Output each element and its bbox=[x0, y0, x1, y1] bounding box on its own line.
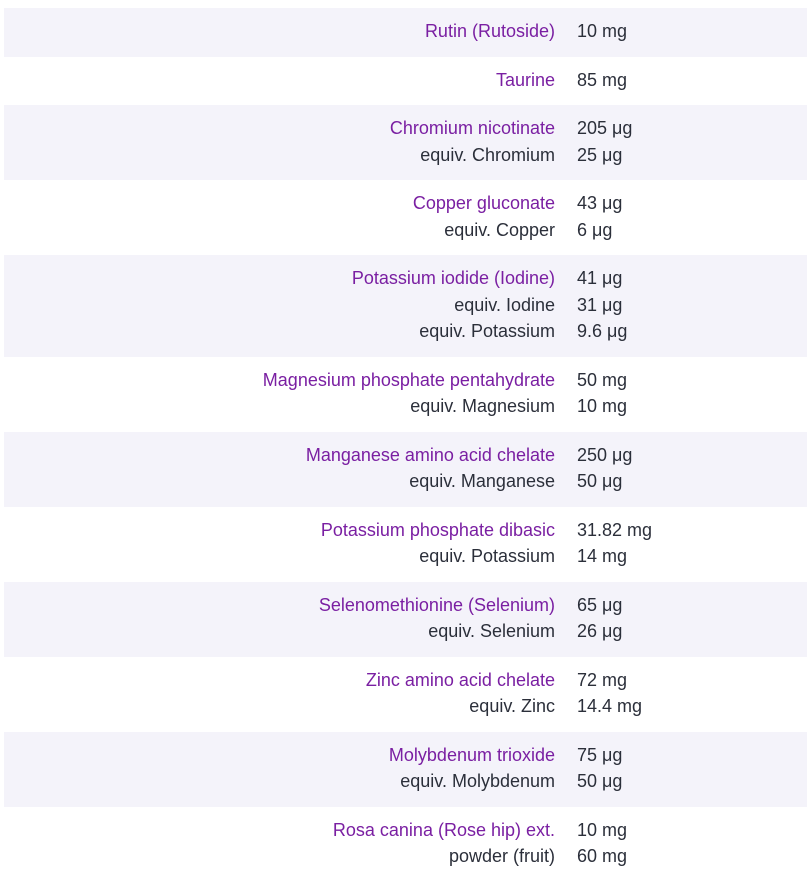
ingredient-name-column bbox=[4, 592, 555, 645]
ingredient-amount: 10 mg bbox=[577, 21, 628, 41]
equivalent-label: equiv. Magnesium bbox=[410, 396, 555, 416]
ingredient-name: Rosa canina (Rose hip) ext. bbox=[332, 819, 555, 840]
ingredient-amount: 250 μg bbox=[577, 444, 633, 465]
ingredient-name-column bbox=[4, 115, 555, 168]
ingredient-row bbox=[4, 582, 807, 657]
equivalent-label: equiv. Selenium bbox=[428, 621, 555, 641]
equivalent-label: equiv. Zinc bbox=[469, 696, 555, 716]
ingredient-amount-column bbox=[555, 742, 622, 795]
ingredient-name-column bbox=[4, 442, 555, 495]
ingredient-row bbox=[4, 507, 807, 582]
ingredient-amount: 85 mg bbox=[577, 69, 628, 90]
equivalent-label: equiv. Molybdenum bbox=[400, 771, 555, 791]
ingredient-name: Selenomethionine (Selenium) bbox=[318, 594, 555, 615]
ingredient-amount: 65 μg bbox=[577, 594, 623, 615]
equivalent-amount: 60 mg bbox=[577, 846, 628, 866]
ingredient-amount-column bbox=[555, 18, 627, 45]
ingredient-name-column bbox=[4, 517, 555, 570]
equivalent-amount: 10 mg bbox=[577, 396, 628, 416]
equivalent-amount: 6 μg bbox=[577, 219, 613, 240]
ingredient-row bbox=[4, 57, 807, 106]
ingredient-amount-column bbox=[555, 667, 642, 720]
ingredient-name: Copper gluconate bbox=[412, 193, 555, 213]
ingredient-name: Potassium phosphate dibasic bbox=[320, 519, 555, 540]
ingredient-row bbox=[4, 180, 807, 255]
equivalent-amount: 14.4 mg bbox=[577, 696, 643, 716]
ingredient-row bbox=[4, 807, 807, 882]
ingredient-name: Manganese amino acid chelate bbox=[305, 444, 555, 465]
ingredient-amount: 41 μg bbox=[577, 268, 623, 288]
equivalent-amount: 9.6 μg bbox=[577, 321, 628, 341]
ingredient-amount-column bbox=[555, 442, 632, 495]
equivalent-amount: 25 μg bbox=[577, 144, 623, 165]
ingredient-name-column bbox=[4, 190, 555, 243]
equivalent-amount: 31 μg bbox=[577, 294, 623, 315]
ingredient-name-column bbox=[4, 817, 555, 870]
ingredient-name: Molybdenum trioxide bbox=[388, 744, 555, 765]
ingredient-amount: 72 mg bbox=[577, 669, 628, 690]
ingredient-amount: 43 μg bbox=[577, 193, 623, 213]
ingredient-amount-column bbox=[555, 115, 632, 168]
ingredient-name-column bbox=[4, 265, 555, 345]
ingredient-name-column bbox=[4, 67, 555, 94]
ingredient-name: Potassium iodide (Iodine) bbox=[351, 268, 555, 288]
ingredient-name-column bbox=[4, 18, 555, 45]
equivalent-amount: 50 μg bbox=[577, 771, 623, 791]
ingredient-name-column bbox=[4, 667, 555, 720]
ingredient-amount: 50 mg bbox=[577, 369, 628, 390]
ingredient-name: Chromium nicotinate bbox=[389, 118, 555, 138]
ingredient-row bbox=[4, 732, 807, 807]
ingredient-name: Rutin (Rutoside) bbox=[424, 21, 555, 41]
equivalent-label: equiv. Iodine bbox=[454, 294, 555, 315]
ingredient-name-column bbox=[4, 367, 555, 420]
ingredient-row bbox=[4, 432, 807, 507]
equivalent-amount: 50 μg bbox=[577, 471, 623, 491]
ingredient-amount: 75 μg bbox=[577, 744, 623, 765]
equivalent-label: powder (fruit) bbox=[448, 846, 555, 866]
equivalent-label: equiv. Copper bbox=[444, 219, 555, 240]
ingredient-amount-column bbox=[555, 367, 627, 420]
ingredient-name: Magnesium phosphate pentahydrate bbox=[262, 369, 555, 390]
equivalent-label: equiv. Potassium bbox=[419, 321, 555, 341]
ingredient-amount-column bbox=[555, 265, 627, 345]
ingredient-amount: 205 μg bbox=[577, 118, 633, 138]
equivalent-label: equiv. Potassium bbox=[419, 546, 555, 566]
ingredient-amount-column bbox=[555, 817, 627, 870]
ingredient-row bbox=[4, 255, 807, 357]
ingredient-amount: 10 mg bbox=[577, 819, 628, 840]
equivalent-amount: 26 μg bbox=[577, 621, 623, 641]
equivalent-label: equiv. Manganese bbox=[409, 471, 555, 491]
equivalent-amount: 14 mg bbox=[577, 546, 628, 566]
ingredient-amount-column bbox=[555, 592, 622, 645]
ingredient-row bbox=[4, 8, 807, 57]
ingredients-table bbox=[4, 8, 807, 882]
ingredient-name: Zinc amino acid chelate bbox=[365, 669, 555, 690]
ingredient-amount-column bbox=[555, 67, 627, 94]
ingredient-row bbox=[4, 357, 807, 432]
equivalent-label: equiv. Chromium bbox=[420, 144, 555, 165]
ingredient-name-column bbox=[4, 742, 555, 795]
ingredient-row bbox=[4, 105, 807, 180]
ingredient-name: Taurine bbox=[495, 69, 555, 90]
ingredient-amount-column bbox=[555, 517, 652, 570]
ingredient-amount-column bbox=[555, 190, 622, 243]
ingredient-row bbox=[4, 657, 807, 732]
ingredient-amount: 31.82 mg bbox=[577, 519, 653, 540]
